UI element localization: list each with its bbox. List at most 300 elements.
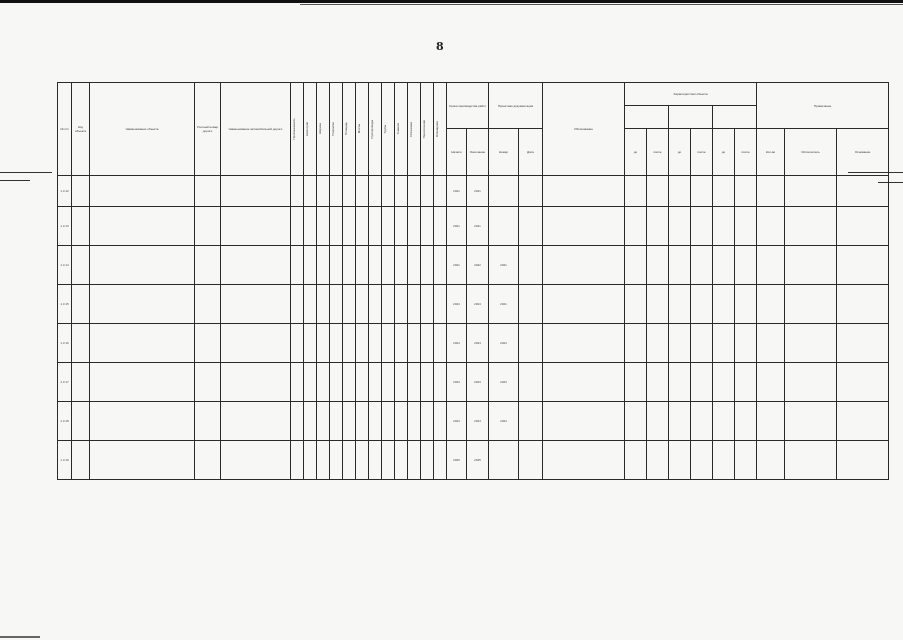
cell-c3 [669,176,691,207]
cell-start: 2021 [447,176,467,207]
cell-doc: 2024 [489,402,519,441]
cell-c1 [625,246,647,285]
header-reg-num: Учетный номер дороги [195,83,221,176]
cell-p6 [369,324,382,363]
cell-p5 [356,324,369,363]
cell-p5 [356,441,369,480]
cell-c1 [625,324,647,363]
cell-c6 [735,246,757,285]
cell-doc-date [519,324,543,363]
cell-p5 [356,246,369,285]
cell-end: 2025 [467,441,489,480]
cell-code [72,324,90,363]
cell-c1 [625,363,647,402]
cell-p2 [317,441,330,480]
cell-p1 [304,207,317,246]
cell-p8 [395,285,408,324]
cell-reg [195,207,221,246]
cell-len [291,285,304,324]
header-docs-date: Дата [519,129,543,176]
cell-num: 1.3.16 [58,324,72,363]
cell-end: 2021 [467,176,489,207]
cell-p9 [408,176,421,207]
cell-p1 [304,402,317,441]
cell-p3 [330,285,343,324]
table-row [58,246,889,285]
cell-n1 [757,176,785,207]
cell-p9 [408,246,421,285]
cell-p1 [304,324,317,363]
cell-c5 [713,441,735,480]
cell-road [221,402,291,441]
cell-n2 [785,246,837,285]
cell-num: 1.3.13 [58,207,72,246]
cell-reason [543,176,625,207]
cell-p6 [369,207,382,246]
header-num: № п/п [58,83,72,176]
cell-reg [195,176,221,207]
cell-len [291,176,304,207]
cell-n3 [837,176,889,207]
cell-p5 [356,207,369,246]
cell-reason [543,207,625,246]
cell-c2 [647,441,669,480]
header-indicator-9: Остановки [409,121,413,137]
cell-doc: 2023 [489,363,519,402]
scan-artifact-bottom [0,636,40,638]
cell-c4 [691,285,713,324]
cell-p2 [317,207,330,246]
header-char-group-3 [713,106,757,129]
cell-c5 [713,402,735,441]
cell-name [90,324,195,363]
cell-p3 [330,207,343,246]
cell-n3 [837,246,889,285]
table-row [58,176,889,207]
cell-doc: 2024 [489,324,519,363]
cell-c3 [669,441,691,480]
cell-c5 [713,207,735,246]
cell-p7 [382,402,395,441]
cell-c4 [691,207,713,246]
cell-road [221,441,291,480]
cell-c3 [669,285,691,324]
cell-reason [543,324,625,363]
header-indicator-6: Путепроводы [370,119,374,139]
registry-table-sheet [57,82,871,466]
cell-reason [543,363,625,402]
cell-road [221,246,291,285]
cell-c2 [647,324,669,363]
cell-p6 [369,441,382,480]
cell-doc-date [519,441,543,480]
header-notes: Примечание [757,83,889,129]
header-char-sub-4: до [713,129,735,176]
cell-road [221,207,291,246]
cell-end: 2024 [467,324,489,363]
cell-p9 [408,285,421,324]
cell-n2 [785,441,837,480]
cell-start: 2024 [447,324,467,363]
cell-doc-date [519,285,543,324]
cell-indicator-extra [434,176,447,207]
cell-c4 [691,363,713,402]
cell-p1 [304,176,317,207]
cell-len [291,402,304,441]
cell-p1 [304,441,317,480]
cell-c2 [647,402,669,441]
cell-p8 [395,207,408,246]
cell-p4 [343,324,356,363]
cell-reason [543,402,625,441]
scan-artifact-left [0,172,52,173]
cell-reason [543,441,625,480]
cell-reg [195,246,221,285]
cell-p4 [343,363,356,402]
cell-code [72,363,90,402]
cell-c6 [735,207,757,246]
cell-road [221,285,291,324]
cell-n1 [757,207,785,246]
cell-p8 [395,246,408,285]
cell-indicator-extra [434,441,447,480]
cell-p3 [330,246,343,285]
cell-reg [195,441,221,480]
cell-start: 2021 [447,246,467,285]
cell-p7 [382,176,395,207]
cell-c2 [647,207,669,246]
cell-p3 [330,363,343,402]
cell-end: 2024 [467,285,489,324]
cell-indicator-extra [421,246,434,285]
cell-p7 [382,246,395,285]
cell-c4 [691,402,713,441]
cell-p8 [395,402,408,441]
header-char-sub-3: после [691,129,713,176]
header-notes-a: Кол-во [757,129,785,176]
header-indicator-10: Пересечения [422,119,426,139]
cell-start: 2025 [447,441,467,480]
cell-p5 [356,363,369,402]
cell-name [90,246,195,285]
cell-p6 [369,176,382,207]
header-indicator-11: Освещение [435,120,439,138]
cell-len [291,363,304,402]
cell-n3 [837,441,889,480]
header-indicator-5: Мосты [357,124,361,134]
cell-indicator-extra [434,207,447,246]
cell-c5 [713,363,735,402]
cell-p2 [317,176,330,207]
cell-num: 1.3.15 [58,285,72,324]
cell-p4 [343,176,356,207]
cell-p4 [343,207,356,246]
cell-c3 [669,246,691,285]
table-row [58,285,889,324]
header-char-sub-1: после [647,129,669,176]
cell-c4 [691,176,713,207]
cell-c6 [735,363,757,402]
cell-n3 [837,402,889,441]
cell-c1 [625,285,647,324]
cell-c4 [691,441,713,480]
cell-code [72,246,90,285]
cell-indicator-extra [421,324,434,363]
cell-p6 [369,363,382,402]
cell-p7 [382,324,395,363]
cell-p7 [382,363,395,402]
header-period: Сроки производства работ [447,83,489,129]
cell-c5 [713,285,735,324]
cell-p4 [343,246,356,285]
cell-name [90,363,195,402]
cell-p6 [369,402,382,441]
cell-indicator-extra [421,402,434,441]
cell-code [72,285,90,324]
cell-c2 [647,176,669,207]
cell-n1 [757,324,785,363]
cell-code [72,441,90,480]
header-notes-b: Исполнитель [785,129,837,176]
table-row [58,402,889,441]
table-row [58,324,889,363]
header-char-group-1 [625,106,669,129]
cell-p4 [343,402,356,441]
cell-c6 [735,441,757,480]
cell-n3 [837,285,889,324]
cell-doc-date [519,246,543,285]
cell-doc: 2021 [489,285,519,324]
cell-code [72,176,90,207]
header-char-group-2 [669,106,713,129]
header-indicator-7: Трубы [383,124,387,134]
cell-reason [543,285,625,324]
cell-indicator-extra [421,285,434,324]
cell-reason [543,246,625,285]
cell-p8 [395,441,408,480]
cell-indicator-extra [434,363,447,402]
cell-indicator-extra [434,246,447,285]
table-row [58,207,889,246]
cell-len [291,441,304,480]
cell-p7 [382,285,395,324]
header-indicator-0: Протяженность [292,118,296,140]
cell-start: 2024 [447,402,467,441]
cell-doc-date [519,363,543,402]
cell-n2 [785,285,837,324]
cell-c6 [735,285,757,324]
cell-p8 [395,176,408,207]
cell-road [221,176,291,207]
cell-n2 [785,363,837,402]
header-indicator-8: Тоннели [396,123,400,135]
cell-indicator-extra [434,324,447,363]
cell-start: 2023 [447,363,467,402]
cell-p2 [317,402,330,441]
cell-doc-date [519,176,543,207]
cell-doc-date [519,402,543,441]
cell-len [291,246,304,285]
cell-c3 [669,402,691,441]
cell-c1 [625,176,647,207]
cell-p3 [330,402,343,441]
cell-p4 [343,285,356,324]
cell-p2 [317,246,330,285]
cell-p7 [382,207,395,246]
cell-code [72,402,90,441]
cell-indicator-extra [421,363,434,402]
cell-c2 [647,246,669,285]
cell-indicator-extra [421,176,434,207]
cell-name [90,207,195,246]
cell-num: 1.3.18 [58,402,72,441]
cell-c1 [625,207,647,246]
header-docs: Проектная документация [489,83,543,129]
cell-reg [195,402,221,441]
cell-start: 2021 [447,207,467,246]
cell-end: 2023 [467,363,489,402]
cell-n3 [837,324,889,363]
cell-p9 [408,402,421,441]
header-indicator-1: Категория [305,121,309,137]
cell-p1 [304,246,317,285]
cell-p2 [317,324,330,363]
header-name: Наименование объекта [90,83,195,176]
cell-c5 [713,246,735,285]
cell-p8 [395,324,408,363]
registry-table-body [58,176,889,480]
cell-doc: 2021 [489,246,519,285]
cell-reg [195,285,221,324]
header-indicator-2: Ширина [318,123,322,135]
cell-n1 [757,246,785,285]
cell-p2 [317,285,330,324]
cell-p1 [304,363,317,402]
cell-name [90,285,195,324]
cell-c6 [735,402,757,441]
header-char-sub-0: до [625,129,647,176]
cell-c5 [713,324,735,363]
page-number: 8 [436,40,444,53]
header-reasons: Обоснование [543,83,625,176]
cell-p2 [317,363,330,402]
cell-p5 [356,285,369,324]
cell-n1 [757,363,785,402]
cell-n2 [785,402,837,441]
cell-n2 [785,207,837,246]
table-row [58,441,889,480]
cell-n2 [785,324,837,363]
cell-name [90,441,195,480]
cell-p3 [330,324,343,363]
cell-num: 1.3.19 [58,441,72,480]
cell-reg [195,324,221,363]
cell-doc-date [519,207,543,246]
cell-code [72,207,90,246]
page-top-border-thin [300,4,903,5]
cell-p6 [369,246,382,285]
cell-p9 [408,363,421,402]
cell-n1 [757,441,785,480]
registry-table [57,82,889,480]
cell-num: 1.3.12 [58,176,72,207]
cell-c2 [647,363,669,402]
header-characteristics: Характеристики объекта [625,83,757,106]
header-char-sub-2: до [669,129,691,176]
cell-indicator-extra [434,402,447,441]
cell-road [221,363,291,402]
cell-c2 [647,285,669,324]
cell-len [291,207,304,246]
cell-indicator-extra [421,207,434,246]
header-road-name: Наименование автомобильной дороги [221,83,291,176]
cell-end: 2024 [467,402,489,441]
cell-c4 [691,324,713,363]
cell-name [90,402,195,441]
cell-reg [195,363,221,402]
header-code: Код объекта [72,83,90,176]
cell-n3 [837,207,889,246]
cell-p7 [382,441,395,480]
cell-n2 [785,176,837,207]
cell-c3 [669,324,691,363]
cell-doc [489,207,519,246]
header-indicator-4: Площадь [344,122,348,136]
cell-road [221,324,291,363]
header-char-sub-5: после [735,129,757,176]
cell-n1 [757,402,785,441]
cell-p5 [356,176,369,207]
cell-num: 1.3.14 [58,246,72,285]
cell-p3 [330,441,343,480]
cell-p6 [369,285,382,324]
cell-p4 [343,441,356,480]
cell-c3 [669,363,691,402]
scan-artifact-left-2 [0,180,30,181]
cell-p8 [395,363,408,402]
cell-n3 [837,363,889,402]
cell-p9 [408,441,421,480]
header-period-start: Начало [447,129,467,176]
cell-c6 [735,324,757,363]
cell-n1 [757,285,785,324]
header-docs-num: Номер [489,129,519,176]
cell-c1 [625,441,647,480]
table-row [58,363,889,402]
cell-c1 [625,402,647,441]
cell-doc [489,176,519,207]
cell-indicator-extra [434,285,447,324]
cell-p9 [408,207,421,246]
cell-indicator-extra [421,441,434,480]
header-notes-c: Основание [837,129,889,176]
cell-p5 [356,402,369,441]
cell-c4 [691,246,713,285]
cell-name [90,176,195,207]
cell-num: 1.3.17 [58,363,72,402]
cell-p3 [330,176,343,207]
cell-end: 2022 [467,246,489,285]
cell-len [291,324,304,363]
page-top-border [0,0,903,3]
cell-p1 [304,285,317,324]
cell-c3 [669,207,691,246]
cell-p9 [408,324,421,363]
cell-doc [489,441,519,480]
cell-c5 [713,176,735,207]
header-indicator-3: Покрытие [331,122,335,136]
cell-c6 [735,176,757,207]
